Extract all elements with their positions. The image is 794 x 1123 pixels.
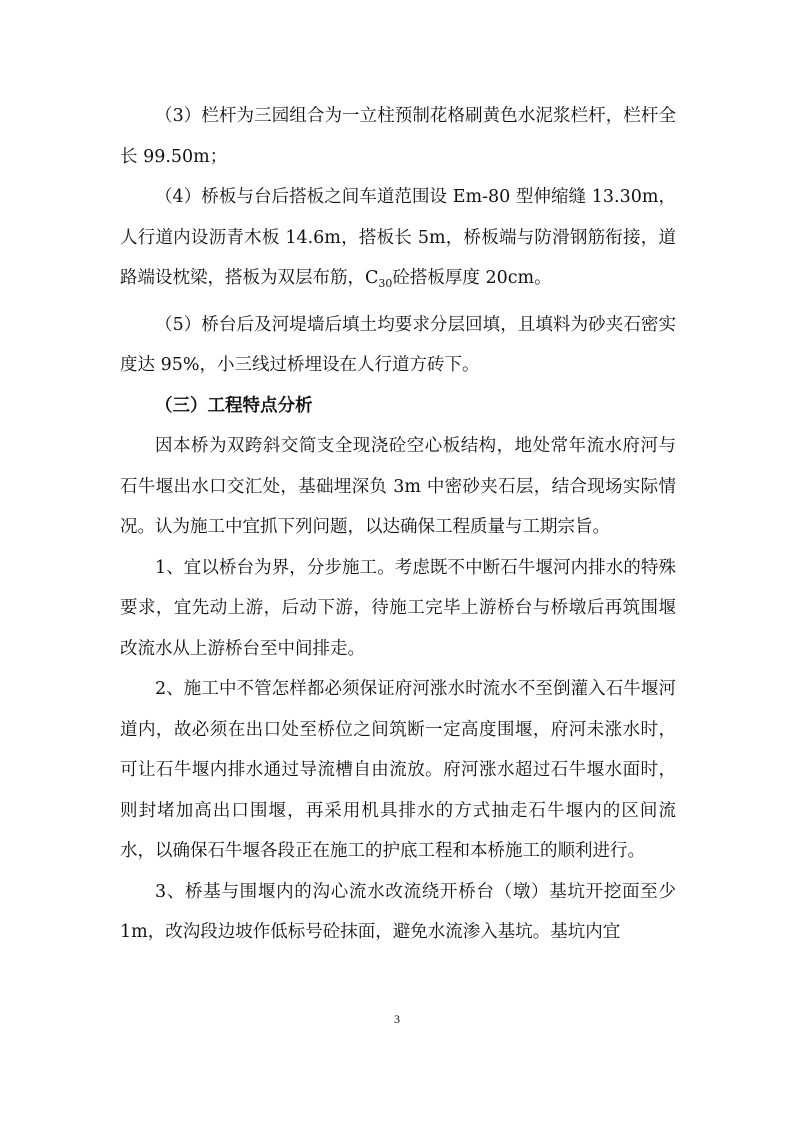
paragraph-expansion-joint-tail: 砼搭板厚度 20cm。 [392,268,552,288]
body-text [120,96,676,953]
page-number: 3 [394,1012,400,1026]
section-heading: （三）工程特点分析 [155,395,313,416]
paragraph-item-3: 3、桥基与围堰内的沟心流水改流绕开桥台（墩）基坑开挖面至少 1m，改沟段边坡作低标号砼抹面，避免水流渗入基坑。基坑内宜 [120,881,676,942]
concrete-grade-subscript: 30 [378,277,393,290]
paragraph-item-2: 2、施工中不管怎样都必须保证府河涨水时流水不至倒灌入石牛堰河道内，故必须在出口处至桥位之间筑断一定高度围堰，府河未涨水时，可让石牛堰内排水通过导流槽自由流放。府河涨水超过石牛堰水面时，则封堵加高出口围堰，再采用机具排水的方式抽走石牛堰内的区间流水，以确保石牛堰各段正在施工的护底工程和本桥施工的顺利进行。 [120,679,676,861]
paragraph-expansion-joint-text: （4）桥板与台后搭板之间车道范围设 Em-80 型伸缩缝 13.30m，人行道内设沥青木板 14.6m，搭板长 5m，桥板端与防滑钢筋衔接，道路端设枕梁，搭板为双层布筋，C [120,187,676,288]
paragraph-item-1: 1、宜以桥台为界，分步施工。考虑既不中断石牛堰河内排水的特殊要求，宜先动上游，后动下游，待施工完毕上游桥台与桥墩后再筑围堰改流水从上游桥台至中间排走。 [120,557,676,659]
paragraph-overview: 因本桥为双跨斜交简支全现浇砼空心板结构，地处常年流水府河与石牛堰出水口交汇处，基础埋深负 3m 中密砂夹石层，结合现场实际情况。认为施工中宜抓下列问题，以达确保工程质量与工期宗旨。 [120,436,676,537]
paragraph-backfill: （5）桥台后及河堤墙后填土均要求分层回填，且填料为砂夹石密实度达 95%，小三线过桥埋设在人行道方砖下。 [120,314,676,375]
paragraph-railing: （3）栏杆为三园组合为一立柱预制花格刷黄色水泥浆栏杆，栏杆全长 99.50m； [120,106,676,167]
paragraph-expansion-joint [120,177,676,305]
